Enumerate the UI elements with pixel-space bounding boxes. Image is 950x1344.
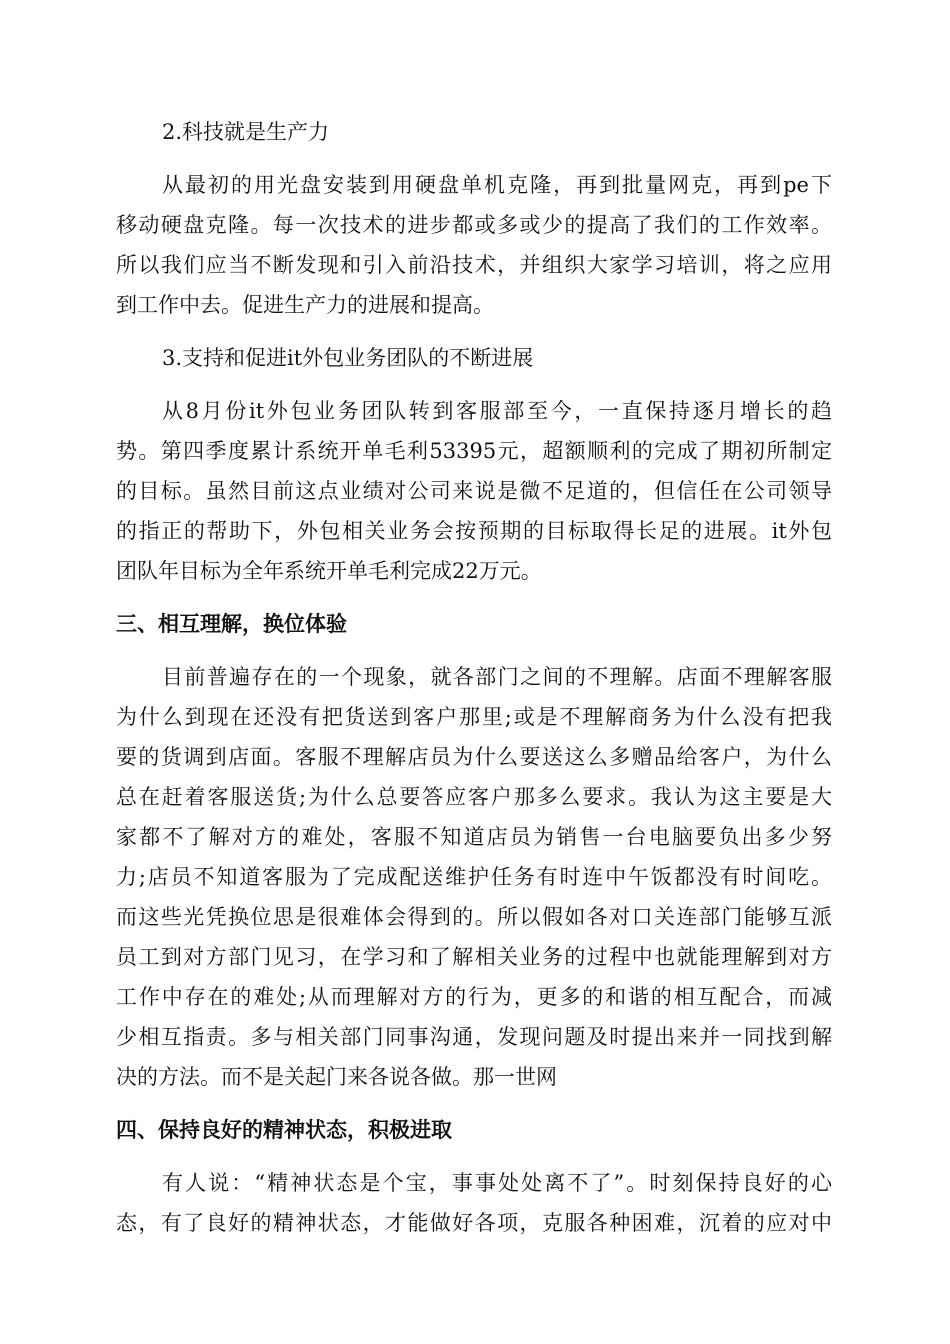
paragraph-line: 从最初的用光盘安装到用硬盘单机克隆，再到批量网克，再到pe下	[162, 173, 832, 197]
paragraph-line: 有人说：“精神状态是个宝，事事处处离不了”。时刻保持良好的心	[162, 1171, 832, 1195]
paragraph-line: 的指正的帮助下，外包相关业务会按预期的目标取得长足的进展。it外包	[116, 519, 832, 543]
paragraph-line: 势。第四季度累计系统开单毛利53395元，超额顺利的完成了期初所制定	[116, 439, 832, 463]
paragraph-line: 团队年目标为全年系统开单毛利完成22万元。	[116, 559, 542, 583]
paragraph-line: 家都不了解对方的难处，客服不知道店员为销售一台电脑要负出多少努	[116, 825, 832, 849]
paragraph-line: 工作中存在的难处;从而理解对方的行为，更多的和谐的相互配合，而减	[116, 985, 832, 1009]
paragraph-line: 目前普遍存在的一个现象，就各部门之间的不理解。店面不理解客服	[162, 665, 832, 689]
paragraph-line: 要的货调到店面。客服不理解店员为什么要送这么多赠品给客户，为什么	[116, 745, 832, 769]
subsection-title-3: 3.支持和促进it外包业务团队的不断进展	[162, 346, 534, 370]
subsection-title-2: 2.科技就是生产力	[162, 120, 330, 144]
paragraph-line: 决的方法。而不是关起门来各说各做。那一世网	[116, 1065, 557, 1089]
paragraph-line: 到工作中去。促进生产力的进展和提高。	[116, 293, 494, 317]
paragraph-line: 所以我们应当不断发现和引入前沿技术，并组织大家学习培训，将之应用	[116, 253, 832, 277]
paragraph-line: 员工到对方部门见习，在学习和了解相关业务的过程中也就能理解到对方	[116, 945, 832, 969]
paragraph-line: 而这些光凭换位思是很难体会得到的。所以假如各对口关连部门能够互派	[116, 905, 832, 929]
paragraph-line: 的目标。虽然目前这点业绩对公司来说是微不足道的，但信任在公司领导	[116, 479, 832, 503]
paragraph-line: 力;店员不知道客服为了完成配送维护任务有时连中午饭都没有时间吃。	[116, 865, 832, 889]
paragraph-line: 移动硬盘克隆。每一次技术的进步都或多或少的提高了我们的工作效率。	[116, 213, 832, 237]
paragraph-line: 从8月份it外包业务团队转到客服部至今，一直保持逐月增长的趋	[162, 399, 832, 423]
paragraph-line: 态，有了良好的精神状态，才能做好各项，克服各种困难，沉着的应对中	[116, 1211, 832, 1235]
section-heading-3: 三、相互理解，换位体验	[116, 612, 347, 636]
paragraph-line: 总在赶着客服送货;为什么总要答应客户那多么要求。我认为这主要是大	[116, 785, 832, 809]
paragraph-line: 为什么到现在还没有把货送到客户那里;或是不理解商务为什么没有把我	[116, 705, 832, 729]
paragraph-line: 少相互指责。多与相关部门同事沟通，发现问题及时提出来并一同找到解	[116, 1025, 832, 1049]
document-body	[116, 112, 832, 1243]
section-heading-4: 四、保持良好的精神状态，积极进取	[116, 1118, 452, 1142]
